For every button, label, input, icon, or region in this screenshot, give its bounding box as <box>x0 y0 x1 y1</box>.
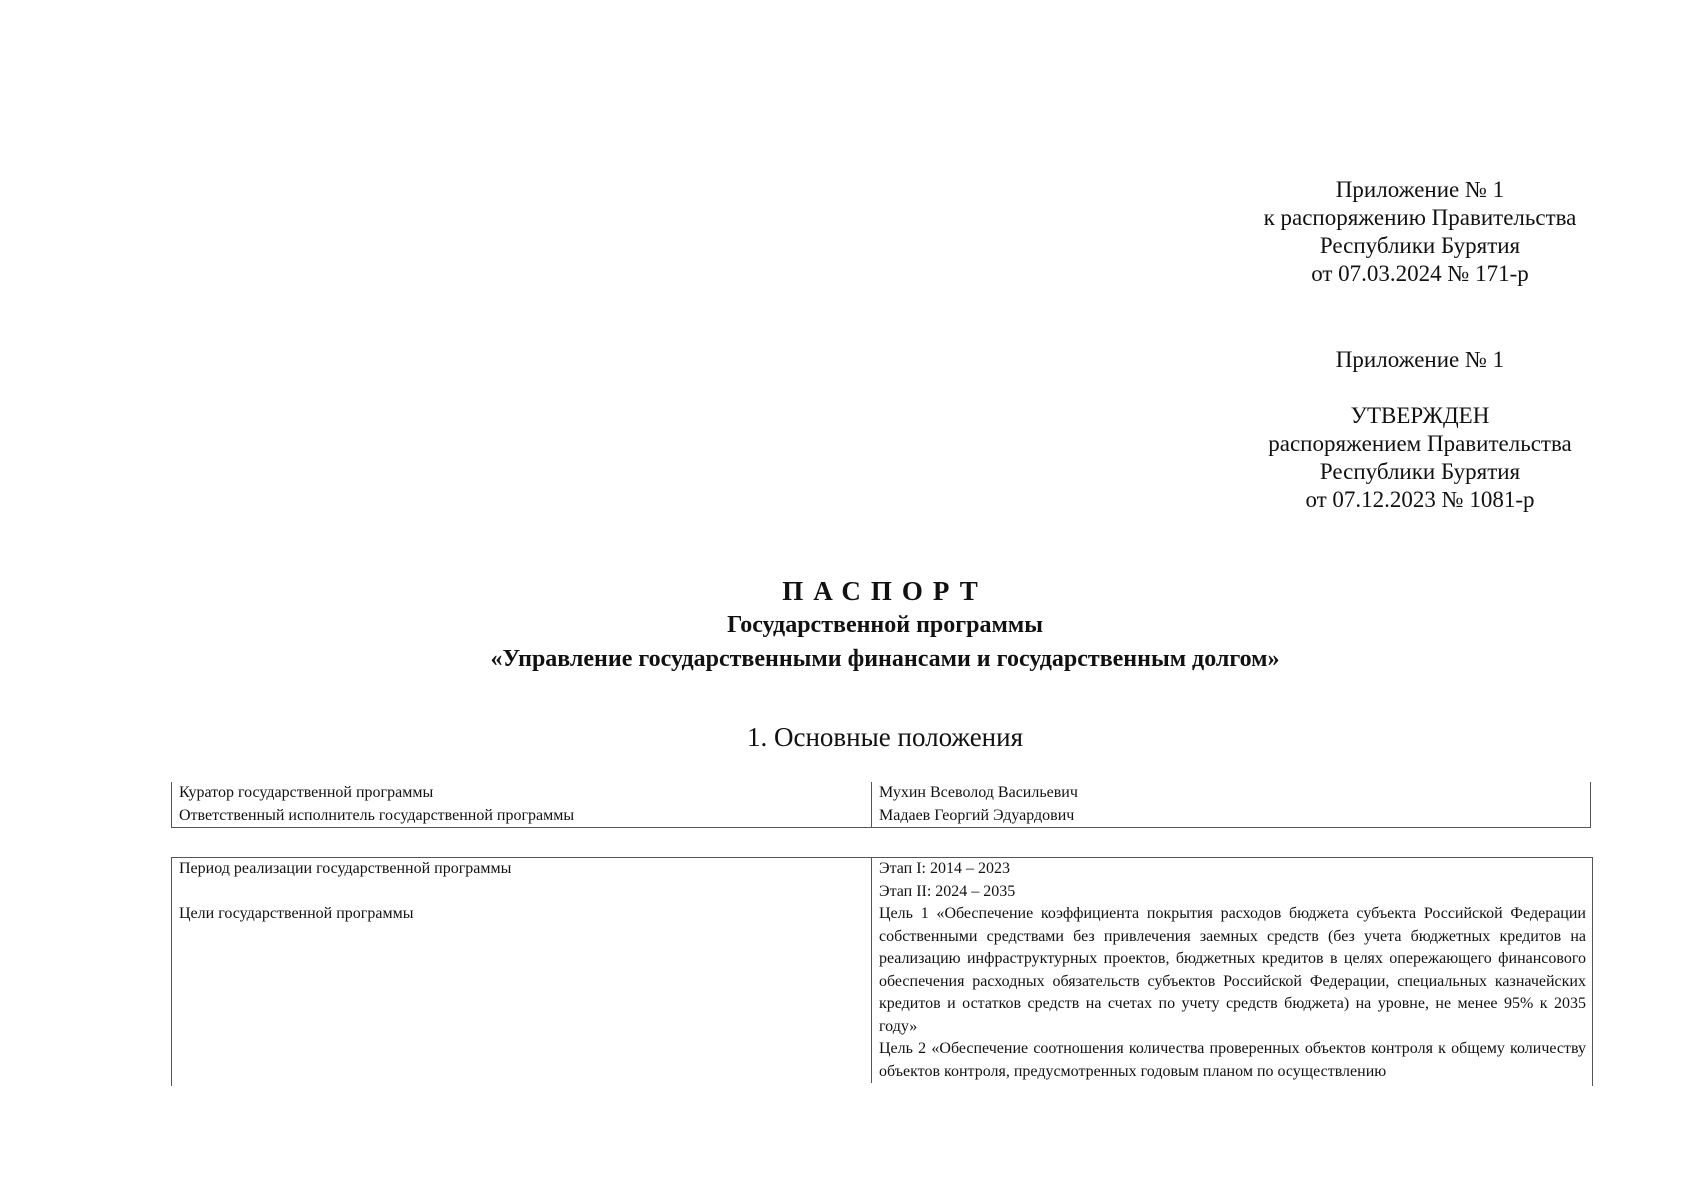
appendix-1-order: к распоряжению Правительства <box>1263 205 1577 230</box>
period-value <box>872 858 1593 903</box>
appendix-2-block <box>1190 346 1650 374</box>
approved-block <box>1190 402 1650 514</box>
approved-title: УТВЕРЖДЕН <box>1350 403 1490 428</box>
approved-order: распоряжением Правительства <box>1268 431 1572 456</box>
section-heading: 1. Основные положения <box>747 722 1023 752</box>
approved-republic: Республики Бурятия <box>1319 459 1521 484</box>
table-row <box>172 903 1592 1083</box>
appendix-1-block <box>1190 176 1650 288</box>
appendix-1-title: Приложение № 1 <box>1335 177 1505 202</box>
appendix-1-date: от 07.03.2024 № 171-р <box>1311 261 1529 286</box>
main-table <box>172 858 1592 1083</box>
executor-label: Ответственный исполнитель государственной программы <box>172 805 872 828</box>
approved-date: от 07.12.2023 № 1081-р <box>1305 487 1535 512</box>
program-name: «Управление государственными финансами и государственным долгом» <box>490 646 1280 672</box>
appendix-1-republic: Республики Бурятия <box>1319 233 1521 258</box>
curator-value: Мухин Всеволод Васильевич <box>879 784 1078 801</box>
main-table-container <box>171 857 1593 1086</box>
period-stage-2: Этап II: 2024 – 2035 <box>879 882 1016 900</box>
executor-value: Мадаев Георгий Эдуардович <box>879 806 1075 824</box>
table-row <box>172 782 1591 805</box>
period-label: Период реализации государственной программы <box>172 858 872 903</box>
goals-value <box>872 903 1593 1083</box>
appendix-2-title: Приложение № 1 <box>1335 347 1505 372</box>
curator-label: Куратор государственной программы <box>172 782 872 805</box>
period-stage-1: Этап I: 2014 – 2023 <box>879 860 1010 877</box>
heads-table <box>171 782 1591 828</box>
goal-1: Цель 1 «Обеспечение коэффициента покрытия расходов бюджета субъекта Российской Федерации собственными средствами без привлечения заемных средств (без учета бюджетных кредитов на реализацию инфраструктурных проектов, бюджетных кредитов в целях опережающего финансового обеспечения расходных обязательств субъектов Российской Федерации, специальных казначейских кредитов и остатков средств на счетах по учету средств бюджета) на уровне, не менее 95% к 2035 году» <box>879 905 1586 1035</box>
passport-heading: ПАСПОРТ <box>782 576 988 606</box>
program-heading: Государственной программы <box>727 612 1043 638</box>
goals-label: Цели государственной программы <box>172 903 872 1083</box>
table-row <box>172 805 1591 828</box>
document-title <box>160 574 1610 676</box>
table-row <box>172 858 1592 903</box>
goal-2: Цель 2 «Обеспечение соотношения количества проверенных объектов контроля к общему количеству объектов контроля, предусмотренных годовым планом по осуществлению <box>879 1040 1586 1080</box>
